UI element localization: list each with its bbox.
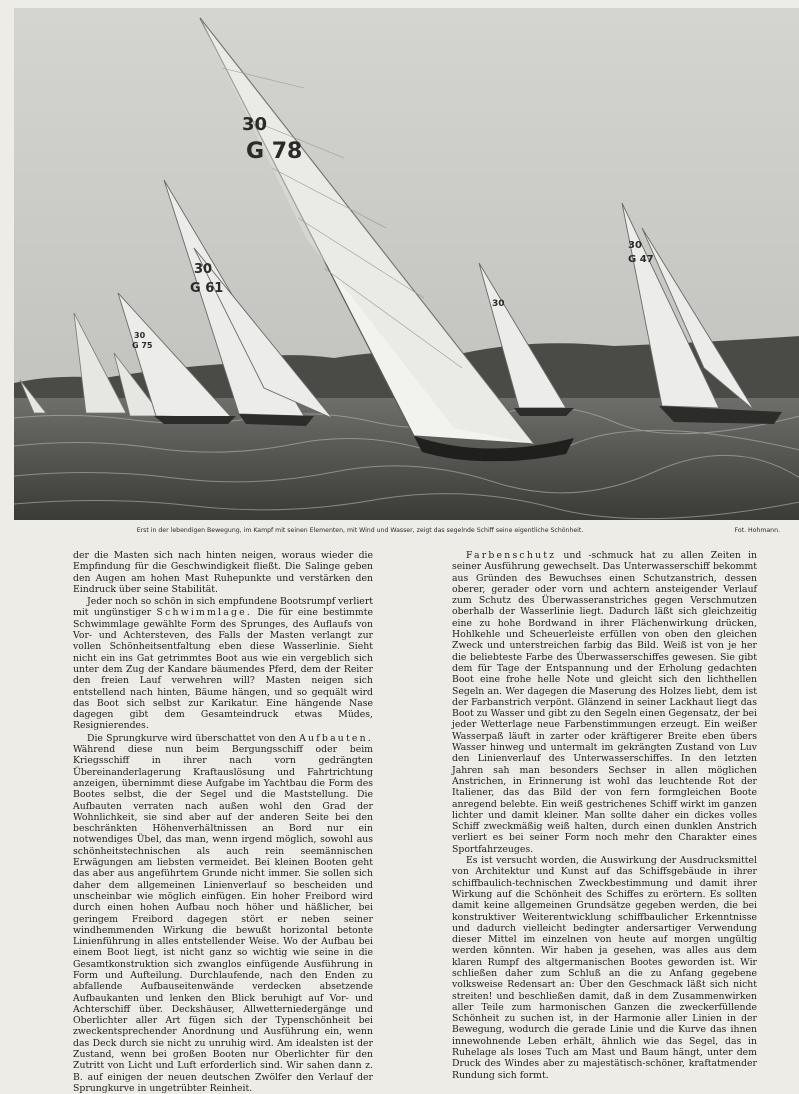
svg-text:G 61: G 61 — [190, 281, 224, 296]
paragraph: Farbenschutz und -schmuck hat zu allen Zeiten in seiner Ausführung gewechselt. Das Unterwasserschiff bekommt aus Gründen des Bewuchses einen Schutzanstrich, dessen oberer, gerader oder vorn und achtern ansteigender Verlauf zum Schutz des Überwasseranstriches gegen Verschmutzen oberhalb der Wasserlinie liegt. Dadurch läßt sich gleichzeitig eine zu hohe Bordwand in ihrer Flächenwirkung drücken, Hohlkehle und Scheuerleiste erfüllen von oben den gleichen Zweck und unterstreichen farbig das Bild. Weiß ist von je her die beliebteste Farbe des Überwasserschiffes gewesen. Sie gibt dem für Tage der Entspannung und der Erholung gedachten Boot eine frohe helle Note und gleicht sich den lichthellen Segeln an. Wer dagegen die Maserung des Holzes liebt, dem ist der Farbanstrich verpönt. Glänzend in seiner Lackhaut liegt das Boot zu Wasser und gibt zu den Segeln einen Gegensatz, der bei jeder Wetterlage neue Farbenstimmungen erzeugt. Ein weißer Wasserpaß läuft in zarter oder kräftigerer Breite eben übers Wasser hinweg und untermalt im gekrängten Zustand von Luv den Linienverlauf des Unterwasserschiffes. In den letzten Jahren sah man besonders Sechser in allen möglichen Anstrichen, in Erinnerung ist wohl das leuchtende Rot der Italiener, das das Bild der von fern formgleichen Boote anregend belebte. Ein weiß gestrichenes Schiff wirkt im ganzen lichter und damit kleiner. Man sollte daher ein dickes volles Schiff zweckmäßig weiß halten, durch einen dunklen Anstrich verliert es bei seiner Form noch mehr den Charakter eines Sportfahrzeuges. — [452, 550, 757, 855]
regatta-photo — [14, 8, 799, 520]
sail-number-30: 30 — [242, 114, 268, 135]
svg-text:30: 30 — [194, 262, 213, 277]
svg-text:30: 30 — [134, 331, 146, 340]
paragraph: Es ist versucht worden, die Auswirkung der Ausdrucksmittel von Architektur und Kunst auf das Schiffsgebäude in ihrer schiffbaulich-technischen Zweckbestimmung und damit ihrer Wirkung auf die Schönheit des Schiffes zu erörtern. Es sollten damit keine allgemeinen Grundsätze gegeben werden, die bei konstruktiver Weiterentwicklung schiffbaulicher Erkenntnisse und dadurch vielleicht bedingter andersartiger Verwendung dieser Mittel im einzelnen von heute auf morgen ungültig werden könnten. Wir haben ja gesehen, was alles aus dem klaren Rumpf des altgermanischen Bootes geworden ist. Wir schließen daher zum Schluß an die zu Anfang gegebene volksweise Redensart an: Über den Geschmack läßt sich nicht streiten! und beschließen damit, daß in dem Zusammenwirken aller Teile zum harmonischen Ganzen die zweckerfüllende Schönheit zu suchen ist, in der Harmonie aller Linien in der Bewegung, wodurch die gerade Linie und die Kurve das ihnen innewohnende Leben erhält, ähnlich wie das Segel, das in Ruhelage als loses Tuch am Mast und Baum hängt, unter dem Druck des Windes aber zu majestätisch-schöner, kraftatmender Rundung sich formt. — [452, 855, 757, 1081]
svg-text:30: 30 — [492, 299, 505, 309]
sailboats-illustration — [14, 8, 799, 520]
spaced-term: Schwimmlage. — [156, 607, 252, 619]
svg-text:30: 30 — [628, 240, 642, 251]
svg-text:G 75: G 75 — [132, 341, 153, 350]
spaced-term: Aufbauten. — [299, 732, 373, 744]
sail-number-g78: G 78 — [246, 139, 303, 164]
photo-credit: Fot. Hohmann. — [734, 527, 780, 534]
spaced-term: Farbenschutz — [466, 550, 557, 561]
paragraph: Jeder noch so schön in sich empfundene Bootsrumpf verliert mit ungünstiger Schwimmlage. Die für eine bestimmte Schwimmlage gewählte Form des Sprunges, des Auflaufs von Vor- und Achtersteven, des Falls der Masten verlangt zur vollen Schönheitsentfaltung eben diese Wasserlinie. Sieht nicht ein ins Gat getrimmtes Boot aus wie ein vergeblich sich unter dem Zug der Kandare bäumendes Pferd, dem der Reiter den freien Lauf verwehren will? Masten neigen sich entstellend nach hinten, Bäume hängen, und so gequält wird das Boot sich selbst zur Karikatur. Eine hängende Nase dagegen gibt dem Gesamteindruck etwas Müdes, Resignierendes. — [73, 596, 373, 732]
svg-text:G 47: G 47 — [628, 254, 654, 265]
left-column — [73, 550, 373, 1094]
right-column — [452, 550, 757, 1081]
paragraph: Die Sprungkurve wird überschattet von den Aufbauten. Während diese nun beim Bergungsschiff oder beim Kriegsschiff in ihrer nach vorn gedrängten Übereinanderlagerung Kraftauslösung und Fahrtrichtung anzeigen, übernimmt diese Aufgabe im Yachtbau die Form des Bootes selbst, die der Segel und die Maststellung. Die Aufbauten verraten nach außen wohl den Grad der Wohnlichkeit, sie sind aber auf der anderen Seite bei den beschränkten Höhenverhältnissen an Bord nur ein notwendiges Übel, das man, wenn irgend möglich, sowohl aus schönheitstechnischen als auch rein seemännischen Erwägungen am liebsten vermeidet. Bei kleinen Booten geht das aber aus angeführtem Grunde nicht immer. Sie sollen sich daher dem allgemeinen Linienverlauf so bescheiden und unscheinbar wie möglich einfügen. Ein hoher Freibord wird durch einen hohen Aufbau noch höher und häßlicher, bei geringem Freibord dagegen stört er neben seiner windhemmenden Wirkung die bewußt horizontal betonte Linienführung in alles entstellender Weise. Wo der Aufbau bei einem Boot liegt, ist nicht ganz so wichtig wie seine in die Gesamtkonstruktion sich zwanglos einfügende Ausführung in Form und Aufteilung. Durchlaufende, nach den Enden zu abfallende Aufbauseitenwände verdecken absetzende Aufbaukanten und lenken den Blick beruhigt auf Vor- und Achterschiff über. Deckshäuser, Allwetterniedergänge und Oberlichter aller Art fügen sich der Typenschönheit bei zweckentsprechender Anordnung und Ausführung ein, wenn das Deck durch sie nicht zu unruhig wird. Am idealsten ist der Zustand, wenn bei großen Booten nur Oberlichter für den Zutritt von Licht und Luft erforderlich sind. Wir sahen dann z. B. auf einigen der neuen deutschen Zwölfer den Verlauf der Sprungkurve in ungetrübter Reinheit. — [73, 732, 373, 1094]
photo-caption: Erst in der lebendigen Bewegung, im Kampf mit seinen Elementen, mit Wind und Wasser, zeigt das segelnde Schiff seine eigentliche Schönheit. — [136, 527, 584, 534]
paragraph: der die Masten sich nach hinten neigen, woraus wieder die Empfindung für die Geschwindigkeit fließt. Die Salinge geben den Augen am hohen Mast Ruhepunkte und verstärken den Eindruck über seine Stabilität. — [73, 550, 373, 595]
